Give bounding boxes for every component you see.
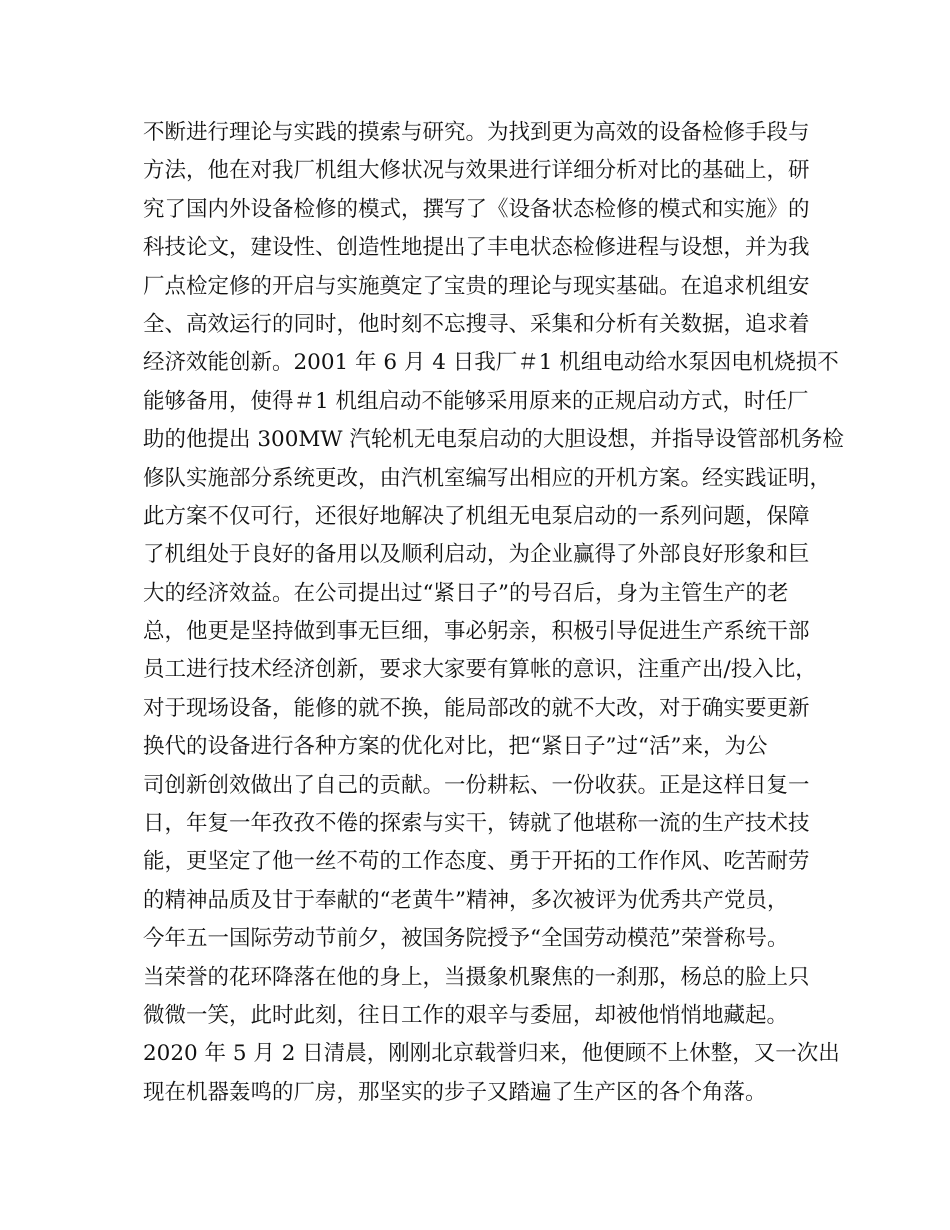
text-line: 能够备用，使得＃1 机组启动不能够采用原来的正规启动方式，时任厂	[143, 388, 809, 414]
text-line: 当荣誉的花环降落在他的身上，当摄象机聚焦的一刹那，杨总的脸上只	[143, 964, 810, 990]
text-line: 厂点检定修的开启与实施奠定了宝贵的理论与现实基础。在追求机组安	[143, 273, 810, 299]
text-line: 经济效能创新。2001 年 6 月 4 日我厂＃1 机组电动给水泵因电机烧损不	[143, 350, 839, 376]
text-line: 总，他更是坚持做到事无巨细，事必躬亲，积极引导促进生产系统干部	[143, 619, 810, 645]
text-line: 司创新创效做出了自己的贡献。一份耕耘、一份收获。正是这样日复一	[143, 772, 810, 798]
text-line: 今年五一国际劳动节前夕，被国务院授予“全国劳动模范”荣誉称号。	[143, 926, 789, 952]
text-line: 对于现场设备，能修的就不换，能局部改的就不大改，对于确实要更新	[143, 695, 810, 721]
text-line: 助的他提出 300MW 汽轮机无电泵启动的大胆设想，并指导设管部机务检	[143, 427, 844, 453]
text-line: 科技论文，建设性、创造性地提出了丰电状态检修进程与设想，并为我	[143, 235, 810, 261]
text-line: 的精神品质及甘于奉献的“老黄牛”精神，多次被评为优秀共产党员，	[143, 887, 789, 913]
text-line: 微微一笑，此时此刻，往日工作的艰辛与委屈，却被他悄悄地藏起。	[143, 1002, 789, 1028]
text-line: 现在机器轰鸣的厂房，那坚实的步子又踏遍了生产区的各个角落。	[143, 1079, 767, 1105]
text-line: 日，年复一年孜孜不倦的探索与实干，铸就了他堪称一流的生产技术技	[143, 811, 810, 837]
text-line: 能，更坚定了他一丝不苟的工作态度、勇于开拓的工作作风、吃苦耐劳	[143, 849, 810, 875]
text-line: 员工进行技术经济创新，要求大家要有算帐的意识，注重产出/投入比，	[143, 657, 817, 683]
text-line: 2020 年 5 月 2 日清晨，刚刚北京载誉归来，他便顾不上休整，又一次出	[143, 1041, 840, 1067]
body-paragraph	[143, 114, 843, 1112]
text-line: 究了国内外设备检修的模式，撰写了《设备状态检修的模式和实施》的	[143, 196, 810, 222]
text-line: 不断进行理论与实践的摸索与研究。为找到更为高效的设备检修手段与	[143, 120, 810, 145]
text-line: 修队实施部分系统更改，由汽机室编写出相应的开机方案。经实践证明，	[143, 465, 832, 491]
text-line: 方法，他在对我厂机组大修状况与效果进行详细分析对比的基础上，研	[143, 158, 810, 184]
text-line: 换代的设备进行各种方案的优化对比，把“紧日子”过“活”来，为公	[143, 734, 768, 760]
text-line: 此方案不仅可行，还很好地解决了机组无电泵启动的一系列问题，保障	[143, 503, 810, 529]
text-line: 全、高效运行的同时，他时刻不忘搜寻、采集和分析有关数据，追求着	[143, 311, 810, 337]
text-line: 大的经济效益。在公司提出过“紧日子”的号召后，身为主管生产的老	[143, 580, 789, 606]
text-line: 了机组处于良好的备用以及顺利启动，为企业赢得了外部良好形象和巨	[143, 542, 810, 568]
